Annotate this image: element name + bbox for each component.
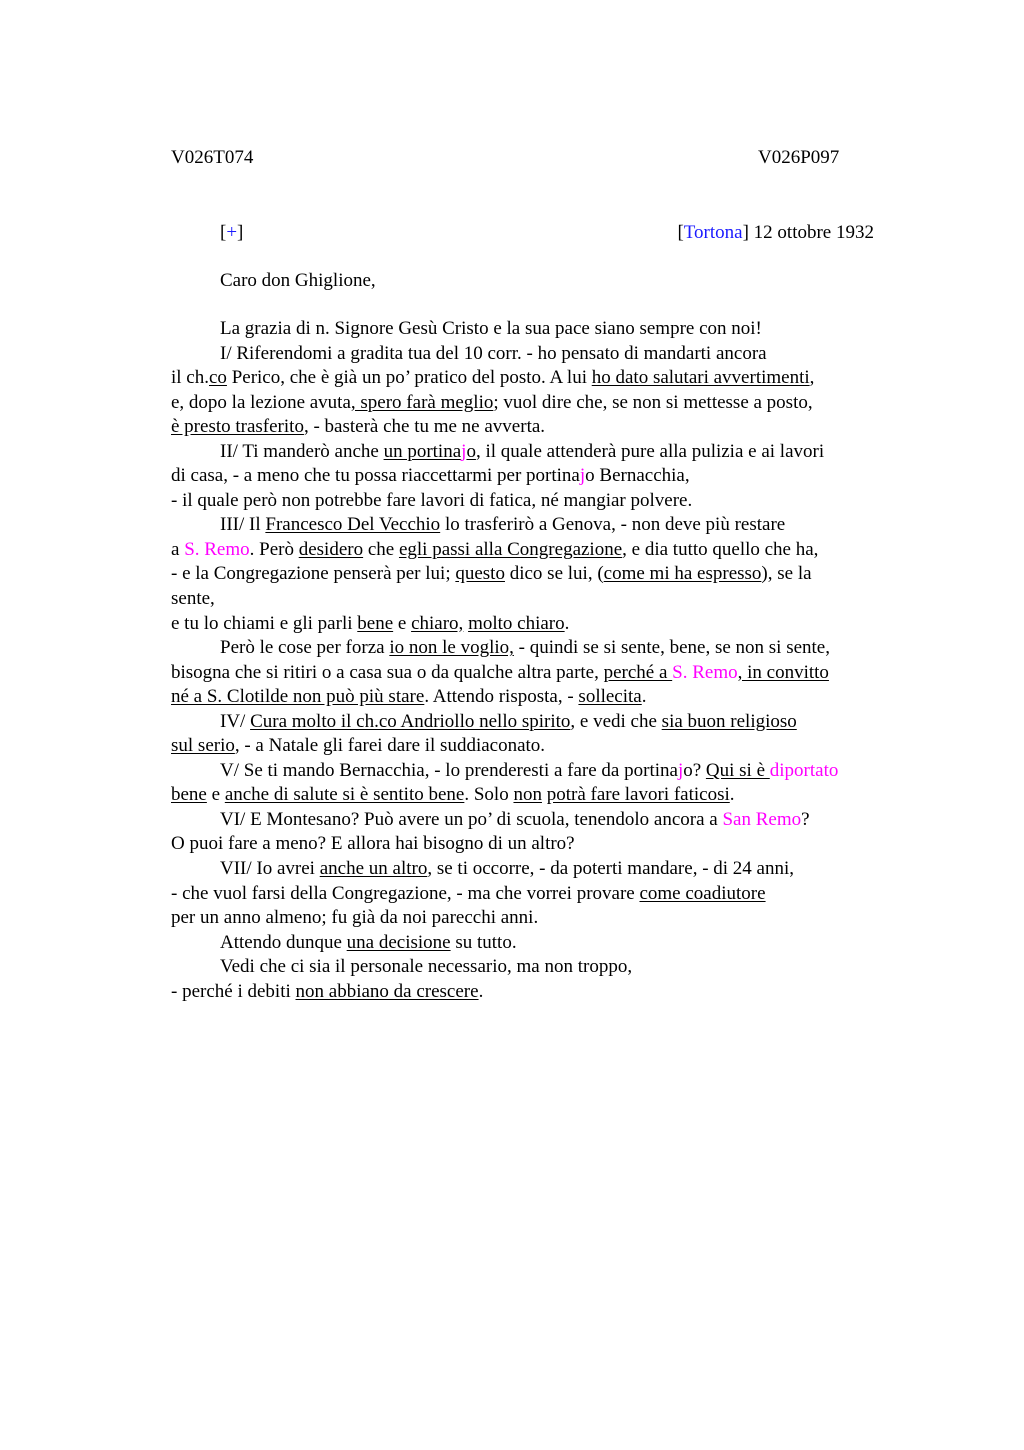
letter-line [171,489,901,514]
line-text: e, dopo la lezione avuta [171,391,351,413]
line-text: . [641,686,647,708]
line-text: e tu lo chiami e gli parli [171,612,358,634]
line-text: lo trasferirò a Genova, - non deve più restare [440,514,786,536]
underlined-text: io non le voglio, [389,637,514,659]
line-text: dico se lui, ( [504,563,604,585]
letter-line [171,612,901,637]
letter-line [171,391,901,416]
underlined-text: chiaro, [411,612,464,634]
underlined-text: Francesco Del Vecchio [265,514,441,536]
letter-line [171,955,901,980]
line-text: - il quale però non potrebbe fare lavori di fatica, né mangiar polvere. [171,489,693,511]
highlighted-text: j [461,440,467,462]
underlined-text: anche di salute si è sentito bene [224,784,465,806]
dateline [220,220,874,246]
underlined-text: ho dato salutari avvertimenti [591,367,810,389]
line-text: , il quale attenderà pure alla pulizia e ai lavori [475,440,825,462]
underlined-text: sia buon religioso [661,710,797,732]
letter-line [171,440,901,465]
highlighted-text: S. Remo [672,661,738,683]
underlined-text: o [466,440,476,462]
line-text: ), se la [761,563,812,585]
line-text: - e la Congregazione penserà per lui; [171,563,456,585]
underlined-text: una decisione [346,931,451,953]
line-text: - perché i debiti [171,980,296,1002]
line-text: che [363,538,399,560]
line-text: V/ Se ti mando Bernacchia, - lo prenderesti a fare da portina [220,759,678,781]
line-text: . [729,784,735,806]
underlined-text: bene [357,612,394,634]
underlined-text: questo [455,563,505,585]
line-text: O puoi fare a meno? E allora hai bisogno di un altro? [171,833,575,855]
letter-line [171,734,901,759]
line-text: Però le cose per forza [220,637,390,659]
line-text: di casa, - a meno che tu possa riaccettarmi per portina [171,465,580,487]
line-text: I/ Riferendomi a gradita tua del 10 corr. - ho pensato di mandarti ancora [220,342,767,364]
line-text: , - basterà che tu me ne avverta. [303,416,546,438]
letter-line [171,538,901,563]
line-text: , [809,367,815,389]
letter-body [171,317,901,1004]
line-text: per un anno almeno; fu già da noi parecchi anni. [171,907,539,929]
line-text: o? [683,759,706,781]
letter-line [171,636,901,661]
line-text: IV/ [220,710,251,732]
letter-line [171,513,901,538]
underlined-text: egli passi alla Congregazione [398,538,623,560]
line-text: - quindi se si sente, bene, se non si sente, [513,637,830,659]
line-text: II/ Ti manderò anche [220,440,384,462]
document-code-right: V026P097 [758,147,840,168]
letter-line [171,832,901,857]
letter-line [171,342,901,367]
underlined-text: Cura molto il ch.co Andriollo nello spirito [250,710,571,732]
underlined-text: perché a [603,661,673,683]
place-link[interactable]: Tortona [683,222,743,243]
letter-line [171,931,901,956]
highlighted-text: diportato [769,759,839,781]
line-text: , e dia tutto quello che ha, [622,538,819,560]
letter-line [171,882,901,907]
underlined-text: , spero farà meglio [350,391,494,413]
editorial-link[interactable]: + [226,222,238,243]
salutation: Caro don Ghiglione, [220,270,376,291]
line-text: o Bernacchia, [585,465,690,487]
line-text: bisogna che si ritiri o a casa sua o da qualche altra parte, [171,661,604,683]
line-text: il ch. [171,367,209,389]
letter-line [171,366,901,391]
underlined-text: bene [171,784,207,806]
underlined-text: molto chiaro [468,612,565,634]
underlined-text: , in convitto [737,661,829,683]
letter-line [171,317,901,342]
line-text: . [564,612,570,634]
underlined-text: come coadiutore [639,882,766,904]
line-text: e [393,612,412,634]
line-text: Vedi che ci sia il personale necessario, ma non troppo, [220,956,633,978]
letter-line [171,783,901,808]
line-text: Perico, che è già un po’ pratico del posto. A lui [226,367,592,389]
line-text: VII/ Io avrei [220,858,320,880]
underlined-text: co [209,367,227,389]
letter-line [171,562,901,587]
letter-line [171,661,901,686]
underlined-text: non [513,784,542,806]
letter-line [171,464,901,489]
line-text: . [478,980,484,1002]
line-text: , se ti occorre, - da poterti mandare, - di 24 anni, [427,858,795,880]
underlined-text: sul serio [171,735,235,757]
editorial-mark: [+] [220,222,244,243]
letter-line [171,980,901,1005]
letter-line [171,587,901,612]
underlined-text: potrà fare lavori faticosi [546,784,730,806]
place-date: [Tortona] 12 ottobre 1932 [677,222,874,243]
letter-line [171,710,901,735]
letter-line [171,759,901,784]
highlighted-text: j [677,759,684,781]
line-text: III/ Il [220,514,266,536]
underlined-text: sollecita [578,686,642,708]
line-text: e [206,784,225,806]
line-text: , - a Natale gli farei dare il suddiaconato. [234,735,546,757]
underlined-text: un portina [383,440,462,462]
letter-line [171,906,901,931]
line-text: a [171,538,185,560]
line-text: La grazia di n. Signore Gesù Cristo e la sua pace siano sempre con noi! [220,318,762,339]
line-text: ? [801,808,810,830]
underlined-text: anche un altro [319,858,428,880]
letter-line [171,415,901,440]
line-text: su tutto. [450,931,517,953]
line-text: , e vedi che [570,710,662,732]
letter-line [171,857,901,882]
document-code-left: V026T074 [171,147,254,168]
line-text: . Però [249,538,299,560]
highlighted-text: S. Remo [184,538,250,560]
underlined-text: come mi ha espresso [603,563,762,585]
letter-line [171,685,901,710]
letter-date: 12 ottobre 1932 [748,222,874,243]
line-text: . Attendo risposta, - [424,686,579,708]
underlined-text: né a S. Clotilde non può più stare [171,686,425,708]
underlined-text: è presto trasferito [171,416,304,438]
line-text: ; vuol dire che, se non si mettesse a posto, [493,391,813,413]
line-text: - che vuol farsi della Congregazione, - ma che vorrei provare [171,882,640,904]
underlined-text: non abbiano da crescere [295,980,479,1002]
line-text: Attendo dunque [220,931,347,953]
line-text: sente, [171,588,215,610]
underlined-text: Qui si è [705,759,770,781]
underlined-text: desidero [298,538,364,560]
line-text: . Solo [464,784,514,806]
highlighted-text: j [579,465,586,487]
highlighted-text: San Remo [722,808,802,830]
letter-line [171,808,901,833]
line-text: VI/ E Montesano? Può avere un po’ di scuola, tenendolo ancora a [220,808,723,830]
